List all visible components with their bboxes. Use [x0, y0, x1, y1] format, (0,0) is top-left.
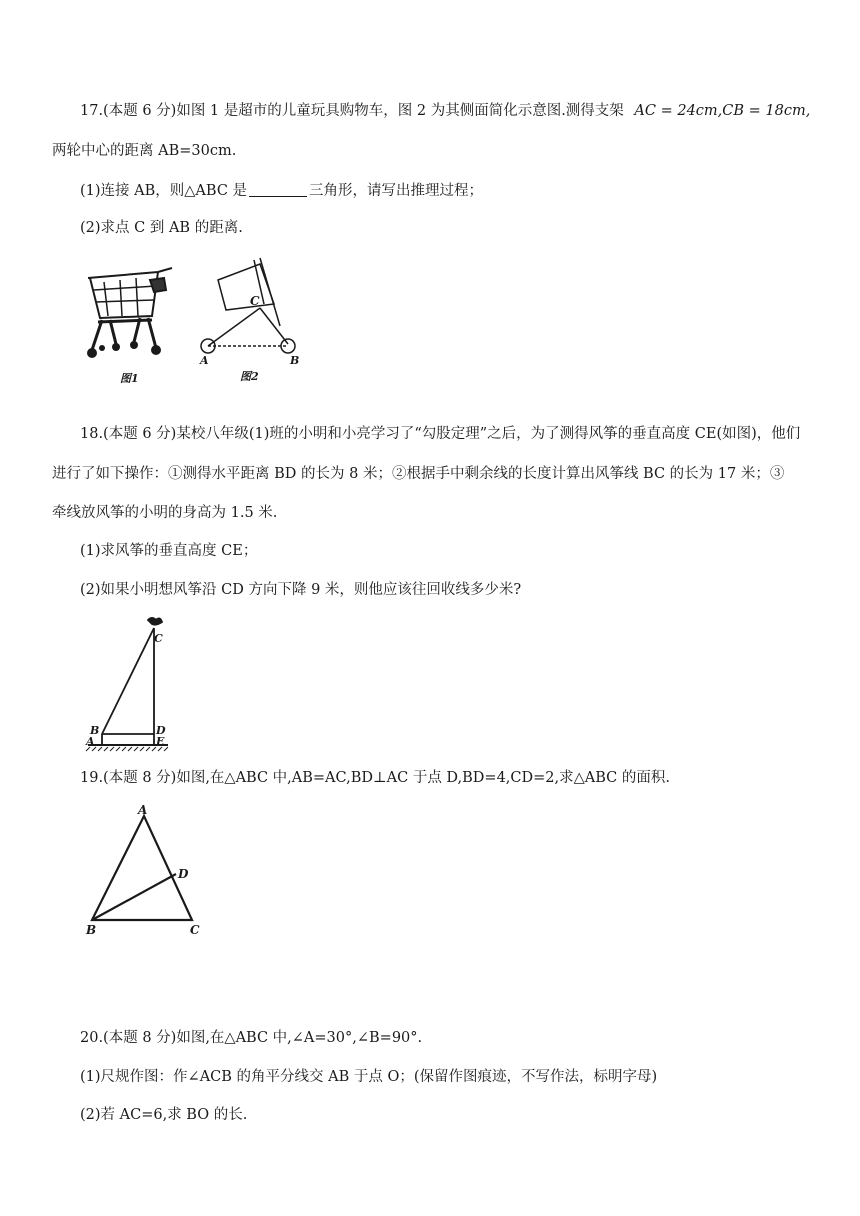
q18-stem-line1: 18.(本题 6 分)某校八年级(1)班的小明和小亮学习了“勾股定理”之后，为了测得风筝的垂直高度 CE(如图)，他们	[80, 426, 801, 442]
q17-stem-line1	[80, 101, 810, 121]
tri-label-C: C	[190, 923, 200, 937]
fig2-caption: 图2	[240, 370, 259, 383]
tri-label-D: D	[178, 867, 189, 881]
q17-support-lengths: AC = 24cm,CB = 18cm,	[634, 103, 811, 119]
kite-label-D: D	[156, 724, 166, 737]
q19-triangle-figure	[82, 802, 212, 936]
tri-label-A: A	[138, 803, 148, 817]
answer-blank[interactable]	[249, 182, 307, 197]
fig1-caption: 图1	[120, 372, 139, 385]
q18-kite-figure	[82, 614, 182, 750]
q17-stem-text: 17.(本题 6 分)如图 1 是超市的儿童玩具购物车，图 2 为其侧面简化示意图.测得支架	[80, 103, 624, 119]
q20-part2: (2)若 AC=6,求 BO 的长.	[80, 1107, 248, 1123]
q17-part1-after: 三角形，请写出推理过程；	[309, 183, 484, 199]
q18-stem-line3: 牵线放风筝的小明的身高为 1.5 米.	[52, 505, 278, 521]
q17-part1-before: (1)连接 AB，则△ABC 是	[80, 183, 248, 199]
tri-label-B: B	[86, 923, 97, 937]
q20-part1: (1)尺规作图：作∠ACB 的角平分线交 AB 于点 O；(保留作图痕迹，不写作法，标明字母)	[80, 1069, 658, 1085]
q17-part2: (2)求点 C 到 AB 的距离.	[80, 220, 243, 236]
kite-label-C: C	[154, 632, 163, 645]
kite-label-E: E	[156, 735, 165, 748]
fig2-label-B: B	[290, 354, 300, 367]
q17-part1	[80, 181, 483, 201]
kite-label-B: B	[90, 724, 100, 737]
q18-stem-line2: 进行了如下操作：①测得水平距离 BD 的长为 8 米；②根据手中剩余线的长度计算出风筝线 BC 的长为 17 米；③	[52, 466, 785, 482]
q19-stem: 19.(本题 8 分)如图,在△ABC 中,AB=AC,BD⊥AC 于点 D,BD=4,CD=2,求△ABC 的面积.	[80, 770, 670, 786]
q17-stem-line2: 两轮中心的距离 AB=30cm.	[52, 143, 237, 159]
q17-figure1-shopping-cart	[80, 260, 180, 385]
q20-stem: 20.(本题 8 分)如图,在△ABC 中,∠A=30°,∠B=90°.	[80, 1030, 423, 1046]
fig2-label-C: C	[250, 294, 260, 308]
q17-figure2-diagram	[198, 258, 308, 383]
q18-part1: (1)求风筝的垂直高度 CE；	[80, 543, 258, 559]
q18-part2: (2)如果小明想风筝沿 CD 方向下降 9 米，则他应该往回收线多少米?	[80, 582, 522, 598]
fig2-label-A: A	[200, 354, 209, 367]
kite-label-A: A	[86, 735, 95, 748]
